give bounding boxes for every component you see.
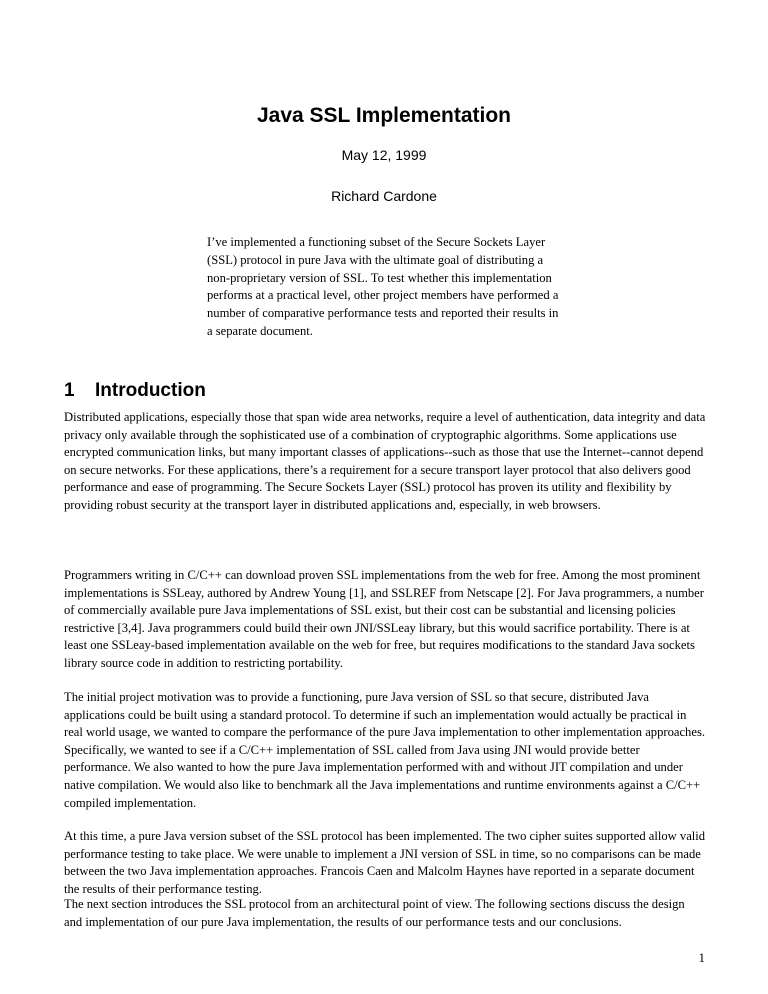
paragraph: Programmers writing in C/C++ can download proven SSL implementations from the web for free. Among the most prominent implementations is SSLeay, authored by Andrew Young [1], and SSLREF from Netscape [2]. For Java programmers, a number of commercially available pure Java implementations of SSL exist, but their cost can be substantial and licensing policies restrictive [3,4]. Java programmers could build their own JNI/SSLeay library, but this would sacrifice portability. There is at least one SSLeay-based implementation available on the web for free, but requires modifications to the standard Java sockets library source code in addition to restricting portability. <box>64 568 704 670</box>
paragraph: At this time, a pure Java version subset of the SSL protocol has been implemented. The two cipher suites supported allow valid performance testing to take place. We were unable to implement a JNI version of SSL in time, so no comparisons can be made between the two Java implementation approaches. Francois Caen and Malcolm Haynes have reported in a separate document the results of their performance testing. <box>64 829 706 896</box>
paragraph: The next section introduces the SSL protocol from an architectural point of view. The following sections discuss the design and implementation of our pure Java implementation, the results of our performance tests and our conclusions. <box>64 897 685 929</box>
document-author: Richard Cardone <box>331 188 437 204</box>
document-date: May 12, 1999 <box>341 147 427 163</box>
paragraph: The initial project motivation was to provide a functioning, pure Java version of SSL so that secure, distributed Java applications could be built using a standard protocol. To determine if such an implementation would actually be practical in real world usage, we wanted to compare the performance of the pure Java implementation to other implementation approaches. Specifically, we wanted to see if a C/C++ implementation of SSL called from Java using JNI would provide better performance. We also wanted to how the pure Java implementation performed with and without JIT compilation and under native compilation. We would also like to benchmark all the Java implementations and runtime environments against a C/C++ compiled implementation. <box>64 690 705 810</box>
page-number: 1 <box>698 950 705 965</box>
paragraph: Distributed applications, especially those that span wide area networks, require a level of authentication, data integrity and data privacy only available through the sophisticated use of a combination of cryptographic algorithms. Some applications use encrypted communication links, but many important classes of applications--such as those that use the Internet--cannot depend on secure networks. For these applications, there’s a requirement for a secure transport layer protocol that also delivers good performance and ease of programming. The Secure Sockets Layer (SSL) protocol has proven its utility and flexibility by providing robust security at the transport layer in distributed applications and, especially, in web browsers. <box>64 410 706 512</box>
abstract: I’ve implemented a functioning subset of the Secure Sockets Layer (SSL) protocol in pure Java with the ultimate goal of distributing a non-proprietary version of SSL. To test whether this implementation performs at a practical level, other project members have performed a number of comparative performance tests and reported their results in a separate document. <box>207 235 559 338</box>
section-title: Introduction <box>95 380 206 401</box>
section-number: 1 <box>64 380 75 401</box>
section-heading <box>64 380 206 402</box>
document-title: Java SSL Implementation <box>256 104 512 127</box>
